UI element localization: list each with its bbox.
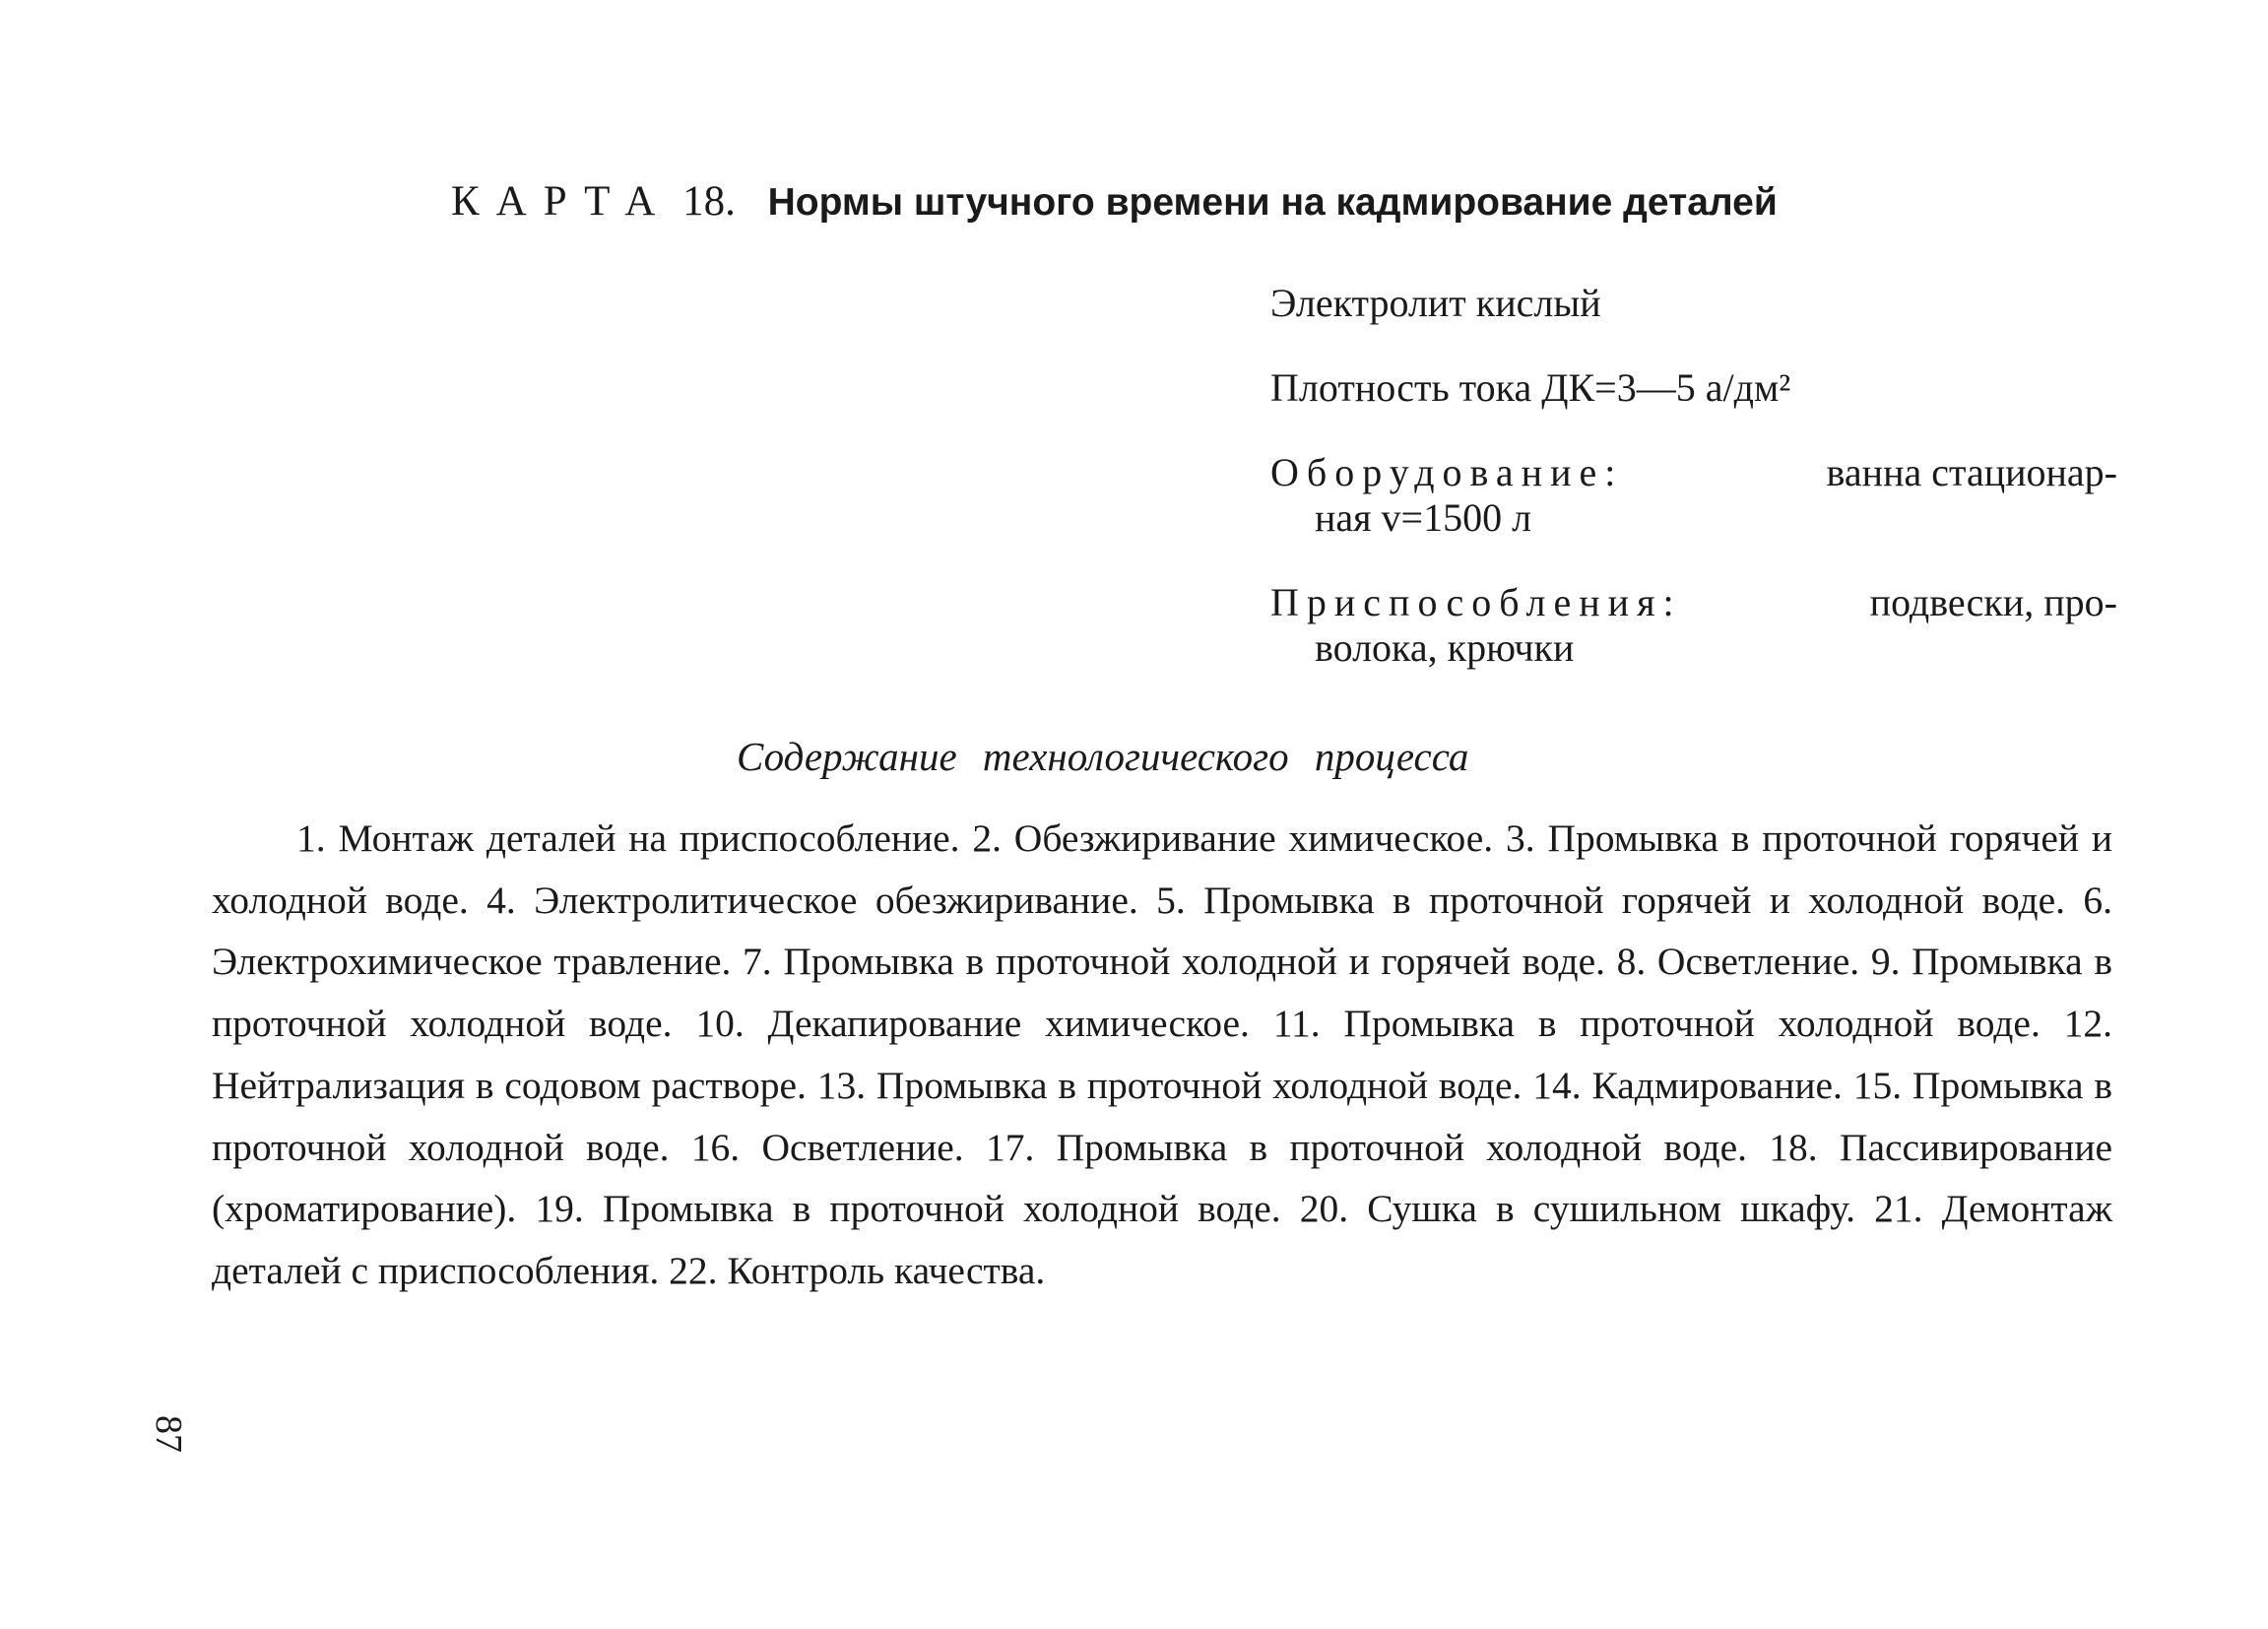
process-steps-text: 1. Монтаж деталей на приспособление. 2. Обезжиривание химическое. 3. Промывка в проточной горячей и холодной воде. 4. Электролитическое обезжиривание. 5. Промывка в проточной горячей и холодной воде. 6. Электрохимическое травление. 7. Промывка в проточной холодной и горячей воде. 8. Осветление. 9. Промывка в проточной холодной воде. 10. Декапирование химическое. 11. Промывка в проточной холодной воде. 12. Нейтрализация в содовом растворе. 13. Промывка в проточной холодной воде. 14. Кадмирование. 15. Промывка в проточной холодной воде. 16. Осветление. 17. Промывка в проточной холодной воде. 18. Пассивирование (хроматирование). 19. Промывка в проточной холодной воде. 20. Сушка в сушильном шкафу. 21. Демонтаж деталей с приспособления. 22. Контроль качества. [212,816,2112,1292]
page-number: 87 [148,1415,189,1453]
electrolyte-row [1270,281,2117,326]
current-density-text: Плотность тока ДК=3—5 а/дм² [1270,365,1791,410]
card-title [451,167,2027,236]
card-label: КАРТА [451,178,673,225]
electrolyte-text: Электролит кислый [1270,281,1601,325]
current-density-row [1270,365,2117,411]
equipment-label: Оборудование: [1270,450,1624,494]
card-number: 18. [682,178,736,225]
equipment-value-line-1: ванна стационар- [1826,450,2117,494]
fixtures-value-line-1: подвески, про- [1869,580,2117,624]
fixtures-label: Приспособления: [1270,580,1682,624]
process-parameters [1270,281,2117,710]
card-name: Нормы штучного времени на кадмирование деталей [767,181,1778,224]
section-heading: Содержание технологического процесса [737,734,1469,779]
equipment-value-line-2: ная v=1500 л [1315,495,1532,540]
equipment-row [1270,450,2117,541]
fixtures-row [1270,580,2117,671]
fixtures-value-line-2: волока, крючки [1315,625,1575,670]
